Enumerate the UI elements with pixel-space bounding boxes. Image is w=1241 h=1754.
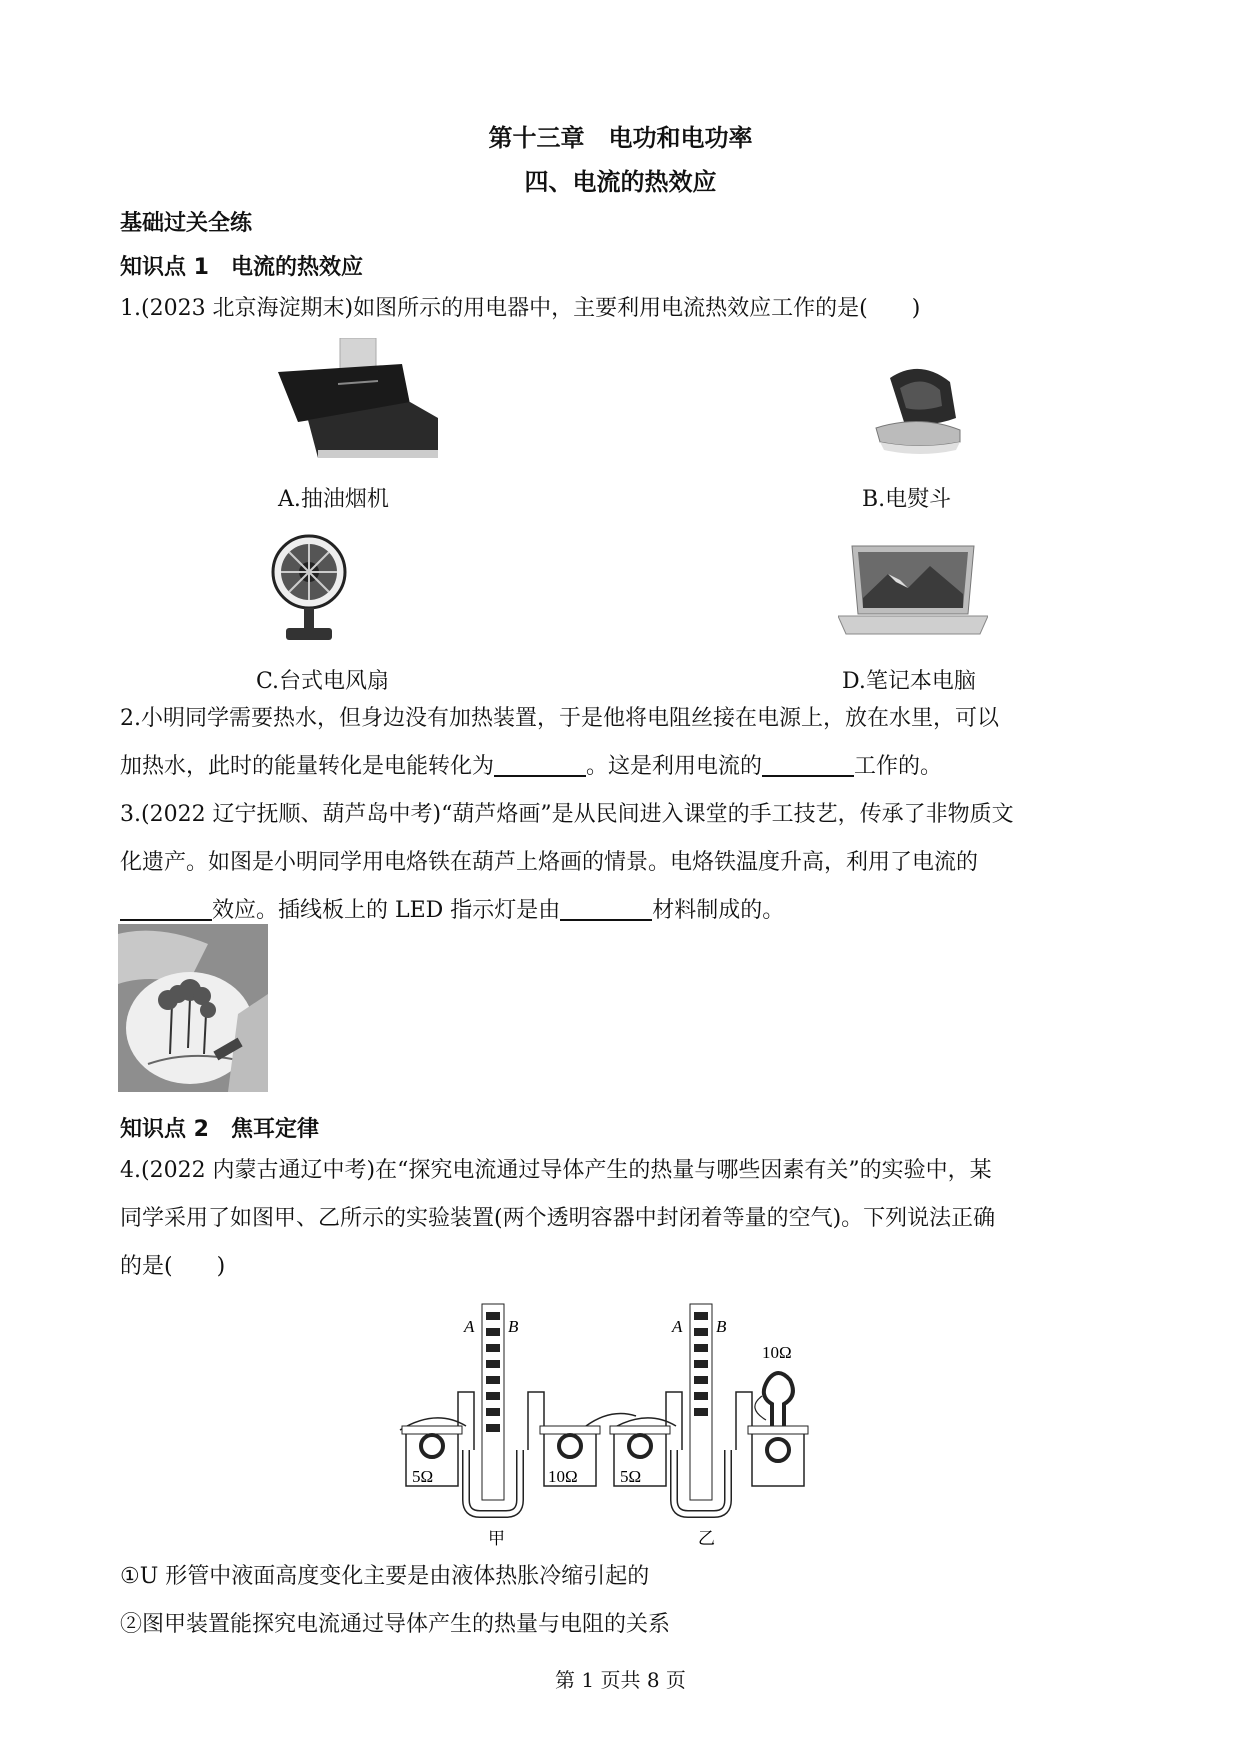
question-2-text-a: 加热水，此时的能量转化是电能转化为 [120,754,495,779]
question-3-line-3 [120,894,1130,928]
question-2-line-2 [120,750,1130,784]
laptop-image [838,544,988,640]
resistor-10-jia: 10Ω [548,1467,578,1486]
chapter-title: 第十三章 电功和电功率 [488,124,753,152]
knowledge-point-2: 知识点 2 焦耳定律 [120,1117,319,1142]
answer-blank[interactable] [120,897,212,921]
label-a-jia: A [464,1317,475,1336]
label-a-yi: A [672,1317,683,1336]
question-2-text-c: 工作的。 [854,754,943,779]
question-2-text-b: 。这是利用电流的 [586,754,763,779]
option-b[interactable]: B.电熨斗 [862,487,952,512]
page-footer: 第 1 页共 8 页 [555,1668,686,1692]
experiment-figure [396,1300,856,1550]
electric-iron-image [870,358,966,458]
section-title: 四、电流的热效应 [524,168,717,196]
question-3-text-b: 材料制成的。 [652,898,785,923]
question-3-text-a: 效应。插线板上的 LED 指示灯是由 [212,898,561,923]
question-4-line-2: 同学采用了如图甲、乙所示的实验装置(两个透明容器中封闭着等量的空气)。下列说法正确 [120,1206,996,1231]
caption-jia: 甲 [488,1529,505,1548]
part-heading: 基础过关全练 [120,211,253,236]
question-3-line-2: 化遗产。如图是小明同学用电烙铁在葫芦上烙画的情景。电烙铁温度升高，利用了电流的 [120,850,979,875]
range-hood-image [278,338,438,462]
question-4-line-3: 的是( ) [120,1254,226,1279]
apparatus-jia [400,1304,636,1548]
desk-fan-image [268,534,350,642]
resistor-5-jia: 5Ω [412,1467,434,1486]
apparatus-yi [610,1304,808,1548]
option-a[interactable]: A.抽油烟机 [278,487,389,512]
answer-blank[interactable] [560,897,652,921]
question-1-stem: 1.(2023 北京海淀期末)如图所示的用电器中，主要利用电流热效应工作的是( ) [120,296,921,321]
label-b-yi: B [716,1317,727,1336]
knowledge-point-1: 知识点 1 电流的热效应 [120,255,363,280]
answer-blank[interactable] [494,753,586,777]
answer-blank[interactable] [762,753,854,777]
caption-yi: 乙 [698,1529,715,1548]
option-c[interactable]: C.台式电风扇 [256,669,390,694]
resistor-5-yi: 5Ω [620,1467,642,1486]
question-4-line-1: 4.(2022 内蒙古通辽中考)在“探究电流通过导体产生的热量与哪些因素有关”的实验中，某 [120,1158,992,1183]
question-2-line-1: 2.小明同学需要热水，但身边没有加热装置，于是他将电阻丝接在电源上，放在水里，可以 [120,706,999,731]
question-3-line-1: 3.(2022 辽宁抚顺、葫芦岛中考)“葫芦烙画”是从民间进入课堂的手工技艺，传承了非物质文 [120,802,1014,827]
gourd-pyrography-photo [118,924,268,1092]
statement-1: ①U 形管中液面高度变化主要是由液体热胀冷缩引起的 [120,1564,650,1589]
label-b-jia: B [508,1317,519,1336]
resistor-external-yi: 10Ω [762,1343,792,1362]
option-d[interactable]: D.笔记本电脑 [842,669,976,694]
statement-2: ②图甲装置能探究电流通过导体产生的热量与电阻的关系 [120,1612,671,1637]
